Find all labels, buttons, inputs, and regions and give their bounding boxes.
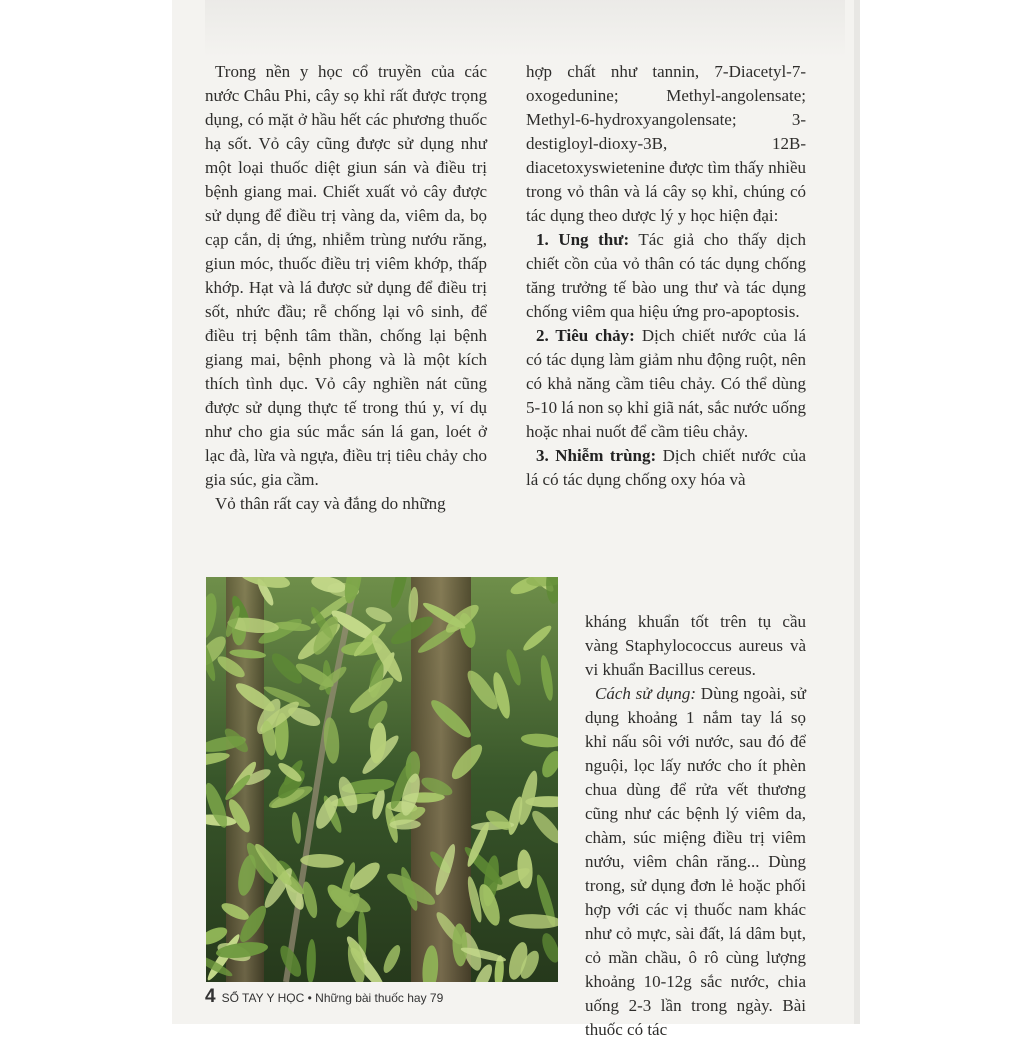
page-edge (854, 0, 860, 1024)
item-nhiem-trung (526, 444, 806, 492)
usage-paragraph (585, 682, 806, 1042)
item-nhiem-trung-text: Dịch chiết nước của lá có tác dụng chống oxy hóa và (526, 446, 806, 489)
foliage-illustration (206, 577, 558, 982)
page-footer (205, 986, 443, 1010)
item-ung-thu-title: 1. Ung thư: (536, 230, 630, 249)
left-column (205, 60, 487, 516)
usage-text: Dùng ngoài, sử dụng khoảng 1 nắm tay lá sọ khỉ nấu sôi với nước, sau đó để nguội, lọc lấy nước cho ít phèn chua dùng để rửa vết thương cũng như các bệnh lý viêm da, chàm, súc miệng điều trị viêm nướu, viêm chân răng... Dùng trong, sử dụng đơn lẻ hoặc phối hợp với các vị thuốc nam khác như cỏ mực, sài đất, lá dâm bụt, cỏ mần chầu, ô rô cùng lượng khoảng 10-12g sắc nước, chia uống 2-3 lần trong ngày. Bài thuốc có tác (585, 684, 807, 1039)
item-tieu-chay-text: Dịch chiết nước của lá có tác dụng làm giảm nhu động ruột, nên có khả năng cầm tiêu chảy. Có thể dùng 5-10 lá non sọ khỉ giã nát, sắc nước uống hoặc nhai nuốt để cầm tiêu chảy. (526, 326, 806, 441)
item-ung-thu (526, 228, 806, 324)
usage-label: Cách sử dụng: (595, 684, 697, 703)
show-through-shadow (205, 0, 845, 58)
left-paragraph-1: Trong nền y học cổ truyền của các nước Châu Phi, cây sọ khỉ rất được trọng dụng, có mặt ở hầu hết các phương thuốc hạ sốt. Vỏ cây cũng được sử dụng như một loại thuốc diệt giun sán và điều trị bệnh giang mai. Chiết xuất vỏ cây được sử dụng để điều trị vàng da, viêm da, bọ cạp cắn, dị ứng, nhiễm trùng nướu răng, giun móc, thuốc điều trị viêm khớp, thấp khớp. Hạt và lá được sử dụng để điều trị sốt, nhức đầu; rễ chống lại vô sinh, để điều trị bệnh tâm thần, chống lại bệnh giang mai, bệnh phong và là một kích thích tình dục. Vỏ cây nghiền nát cũng được sử dụng thực tế trong thú y, ví dụ như cho gia súc mắc sán lá gan, loét ở lạc đà, lừa và ngựa, điều trị tiêu chảy cho gia súc, gia cầm. (205, 62, 487, 489)
item-tieu-chay-title: 2. Tiêu chảy: (536, 326, 635, 345)
running-title: SỔ TAY Y HỌC • Những bài thuốc hay 79 (221, 991, 444, 1005)
right-column-top (526, 60, 806, 492)
item-ung-thu-text: Tác giả cho thấy dịch chiết cồn của vỏ thân có tác dụng chống tăng trưởng tế bào ung thư và tác dụng chống viêm qua hiệu ứng pro-apoptosis. (526, 230, 806, 321)
left-paragraph-2: Vỏ thân rất cay và đắng do những (215, 494, 446, 513)
item-nhiem-trung-title: 3. Nhiễm trùng: (536, 446, 657, 465)
leaf-photo (206, 577, 558, 982)
right-intro: hợp chất như tannin, 7-Diacetyl-7-oxogedunine; Methyl-angolensate; Methyl-6-hydroxyangolensate; 3-destigloyl-dioxy-3B, 12B-diacetoxyswietenine được tìm thấy nhiều trong vỏ thân và lá cây sọ khỉ, chúng có tác dụng theo dược lý y học hiện đại: (526, 62, 806, 225)
item-nhiem-trung-continued: kháng khuẩn tốt trên tụ cầu vàng Staphylococcus aureus và vi khuẩn Bacillus cereus. (585, 612, 806, 679)
page-number: 4 (205, 986, 216, 1007)
right-column-bottom (585, 610, 806, 1042)
item-tieu-chay (526, 324, 806, 444)
